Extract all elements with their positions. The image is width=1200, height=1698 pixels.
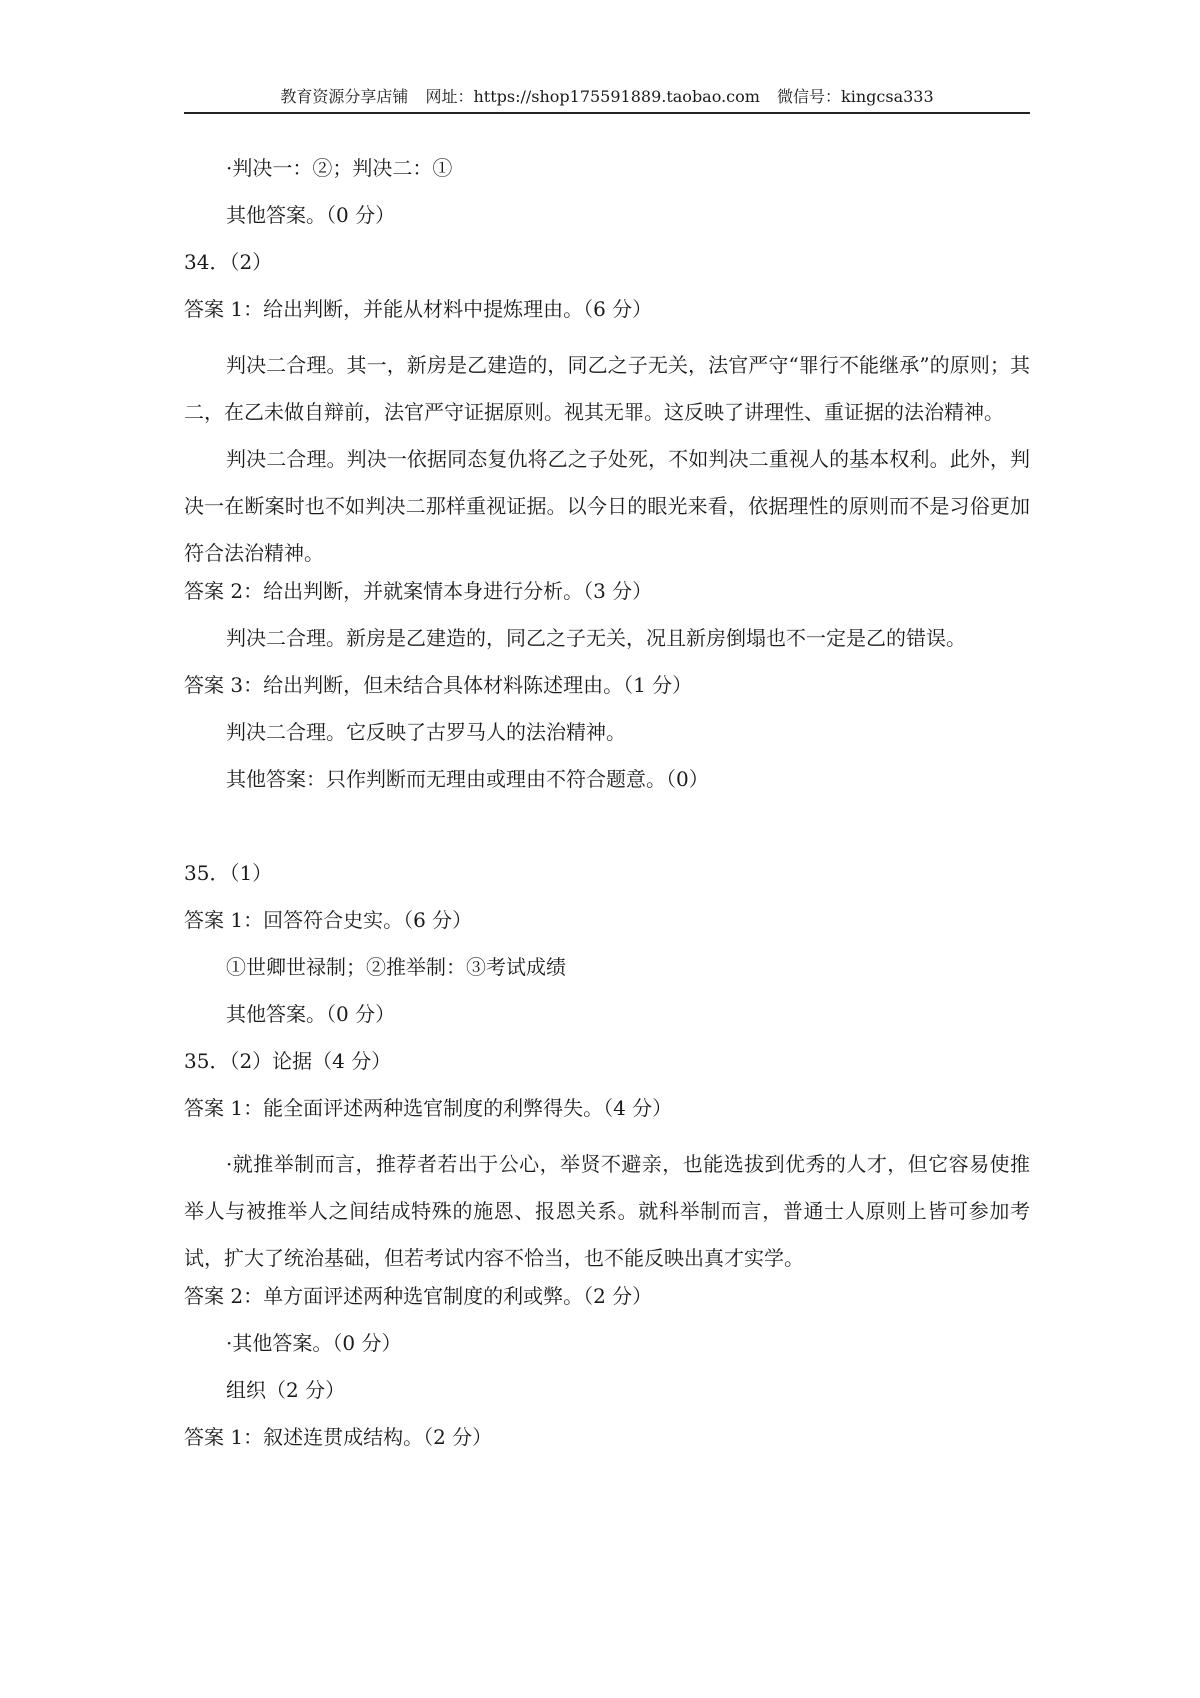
other-answer: 其他答案。（0 分）	[226, 203, 396, 227]
answer-level: 答案 1：给出判断，并能从材料中提炼理由。（6 分）	[184, 297, 653, 321]
section-heading: 组织（2 分）	[226, 1378, 346, 1402]
answer-content	[184, 154, 1030, 1470]
answer-paragraph: ·就推举制而言，推荐者若出于公心，举贤不避亲，也能选拔到优秀的人才，但它容易使推举人与被推举人之间结成特殊的施恩、报恩关系。就科举制而言，普通士人原则上皆可参加考试，扩大了统治基础，但若考试内容不恰当，也不能反映出真才实学。	[184, 1152, 1030, 1270]
answer-text: 判决二合理。新房是乙建造的，同乙之子无关，况且新房倒塌也不一定是乙的错误。	[226, 626, 966, 650]
answer-text: ①世卿世禄制；②推举制：③考试成绩	[226, 955, 566, 979]
header-url: 网址：https://shop175591889.taobao.com	[425, 87, 760, 106]
answer-level: 答案 2：给出判断，并就案情本身进行分析。（3 分）	[184, 579, 653, 603]
spacer	[184, 812, 1030, 859]
question-number: 34．（2）	[184, 250, 273, 274]
answer-level: 答案 1：能全面评述两种选官制度的利弊得失。（4 分）	[184, 1096, 673, 1120]
answer-text: 判决二合理。它反映了古罗马人的法治精神。	[226, 720, 626, 744]
answer-paragraph: 判决二合理。其一，新房是乙建造的，同乙之子无关，法官严守“罪行不能继承”的原则；其二，在乙未做自辩前，法官严守证据原则。视其无罪。这反映了讲理性、重证据的法治精神。	[184, 353, 1030, 424]
judgment-answer: ·判决一：②；判决二：①	[226, 156, 453, 180]
question-number: 35．（1）	[184, 861, 273, 885]
other-answer: ·其他答案。（0 分）	[226, 1331, 402, 1355]
other-answer: 其他答案。（0 分）	[226, 1002, 396, 1026]
answer-level: 答案 1：回答符合史实。（6 分）	[184, 908, 473, 932]
header-wechat: 微信号：kingcsa333	[777, 87, 934, 106]
answer-level: 答案 1：叙述连贯成结构。（2 分）	[184, 1425, 493, 1449]
header-shop-name: 教育资源分享店铺	[280, 87, 409, 106]
other-answer: 其他答案：只作判断而无理由或理由不符合题意。（0）	[226, 767, 709, 791]
answer-level: 答案 3：给出判断，但未结合具体材料陈述理由。（1 分）	[184, 673, 693, 697]
answer-level: 答案 2：单方面评述两种选官制度的利或弊。（2 分）	[184, 1284, 653, 1308]
answer-paragraph: 判决二合理。判决一依据同态复仇将乙之子处死，不如判决二重视人的基本权利。此外，判决一在断案时也不如判决二那样重视证据。以今日的眼光来看，依据理性的原则而不是习俗更加符合法治精神。	[184, 447, 1030, 565]
page-header	[184, 86, 1030, 114]
question-number: 35．（2）论据（4 分）	[184, 1049, 392, 1073]
